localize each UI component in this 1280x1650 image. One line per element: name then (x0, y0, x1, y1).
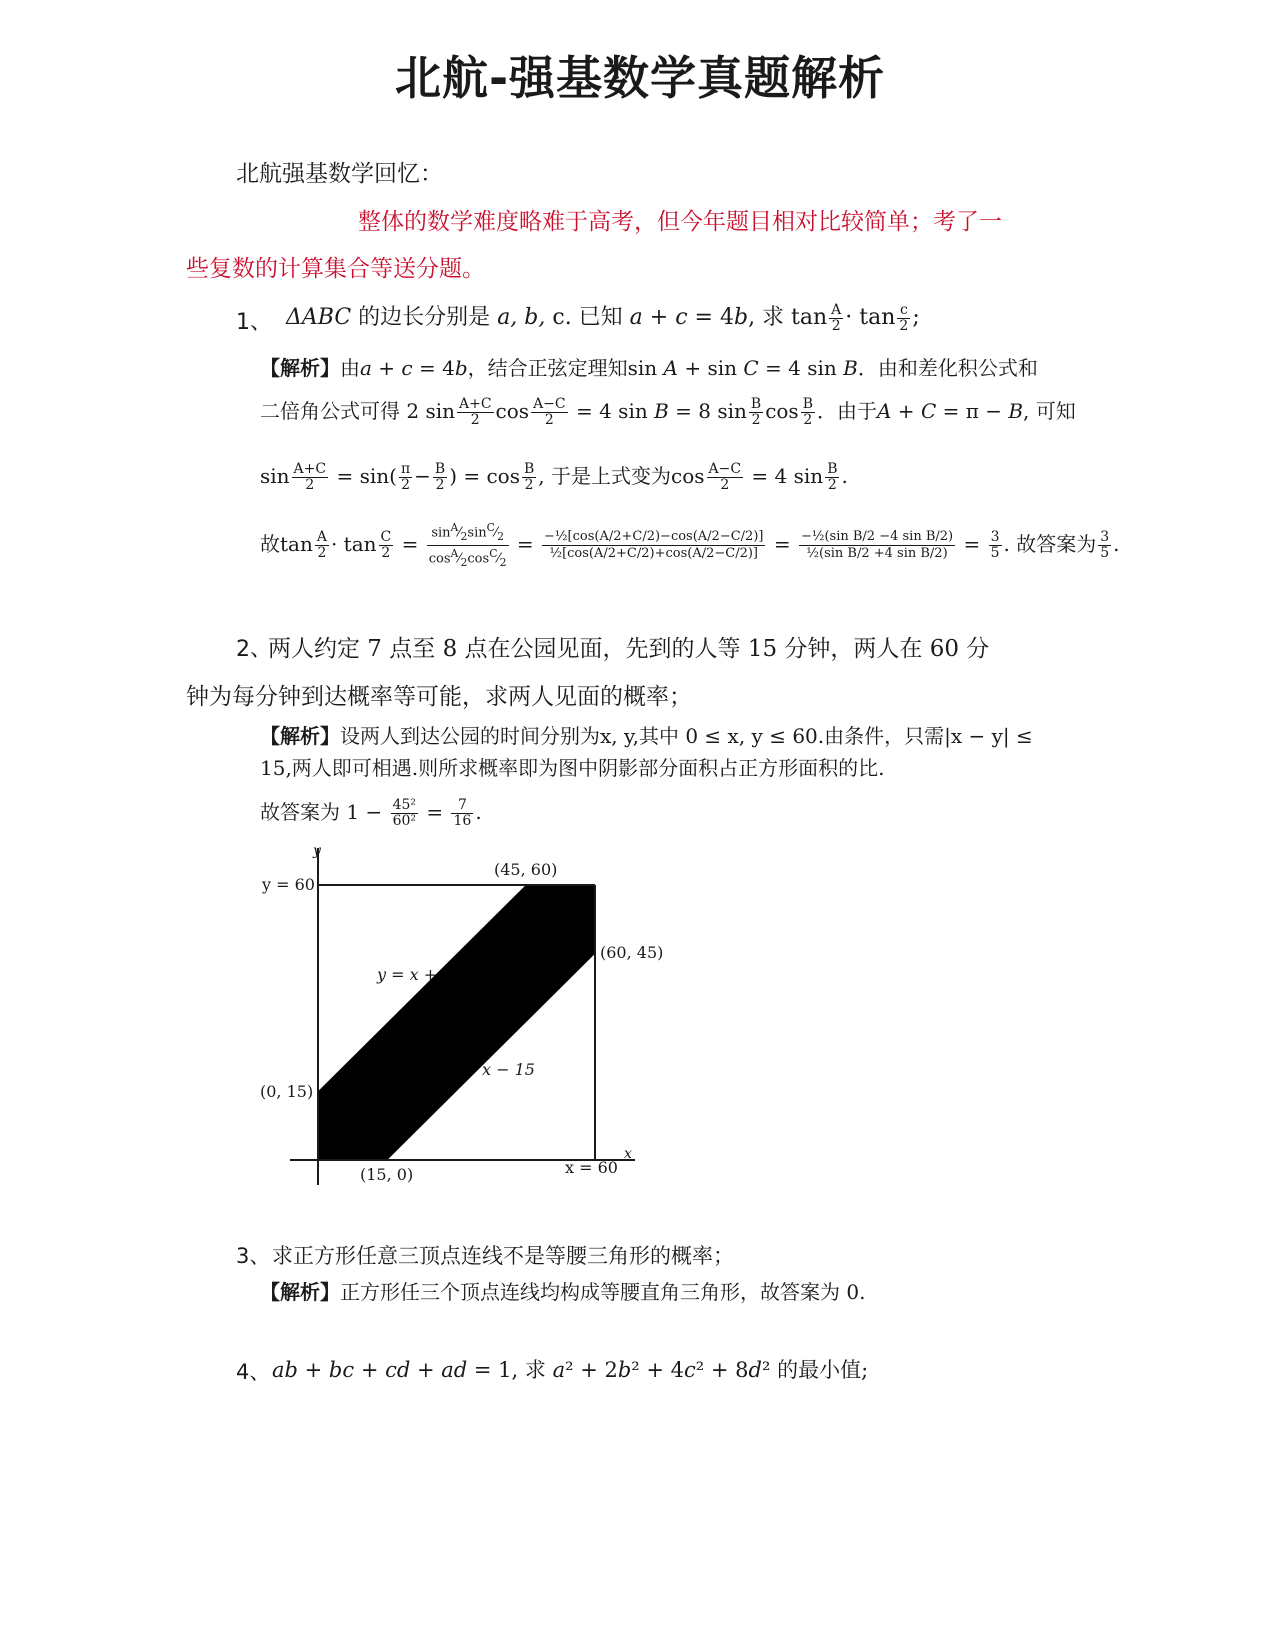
meeting-region (318, 885, 595, 1160)
lower-line-label: x − 15 (482, 1060, 535, 1079)
intro-summary-line1: 整体的数学难度略难于高考，但今年题目相对比较简单；考了一 (358, 209, 1002, 235)
upper-line-label: y = x + (377, 965, 438, 984)
problem-1-solution-line4: 故tan $\frac{A}{2}$ · tan $\frac{C}{2}$ = $\frac{\sin^A⁄_2\sin^C⁄_2}{\cos^A⁄_2\cos^C⁄_2}$ = $\frac{\text{−½[cos(A/2+C/2)−cos(A/2−C/2)]}}{\text{½[cos(A/2+C/2)+cos(A/2−C/2)]}}$ = $\frac{\text{−½(sin B/2 −4 sin B/2)}}{\text{½(sin B/2 +4 sin B/2)}}$ = $\frac{3}{5}$ . 故答案为 $\frac{3}{5}$ . (260, 521, 1120, 569)
problem-3-solution (260, 1276, 865, 1305)
answer-prefix: 故答案为 1 − (260, 800, 383, 824)
problem-4-number: 4、 (236, 1360, 271, 1384)
problem-2-statement-line1: 两人约定 7 点至 8 点在公园见面，先到的人等 15 分钟，两人在 60 分 (268, 636, 990, 662)
y-top-label: y = 60 (262, 875, 315, 894)
x-axis-label: x (624, 1146, 632, 1162)
page-title: 北航-强基数学真题解析 (394, 51, 886, 105)
problem-1-number: 1、 (236, 310, 272, 335)
point-60-45-label: (60, 45) (600, 943, 664, 962)
problem-4-statement: ab + bc + cd + ad = 1, 求 a² + 2b² + 4c² + 8d² 的最小值; (272, 1358, 869, 1382)
x-right-label: x = 60 (565, 1158, 618, 1177)
problem-2-number: 2、 (236, 637, 272, 662)
problem-2-solution-line2: 15,两人即可相遇.则所求概率即为图中阴影部分面积占正方形面积的比. (260, 756, 885, 780)
problem-3-statement: 求正方形任意三顶点连线不是等腰三角形的概率； (272, 1244, 734, 1268)
problem-2-statement-line2: 钟为每分钟到达概率等可能，求两人见面的概率； (186, 684, 692, 710)
problem-2-solution-line1 (260, 720, 1033, 749)
point-0-15-label: (0, 15) (260, 1082, 314, 1101)
solution-tag: 【解析】 (260, 724, 340, 748)
problem-3-solution-text: 正方形任三个顶点连线均构成等腰直角三角形，故答案为 0. (340, 1280, 866, 1304)
problem-3-number: 3、 (236, 1244, 271, 1268)
problem-1-solution-line1: 【解析】由a + c = 4b，结合正弦定理知sin A + sin C = 4 sin B．由和差化积公式和 (260, 356, 1038, 380)
problem-1-solution-line3: sin $\frac{A+C}{2}$ = sin( $\frac{\pi}{2}$ − $\frac{B}{2}$ ) = cos $\frac{B}{2}$ , 于是上式变为cos $\frac{A-C}{2}$ = 4 sin $\frac{B}{2}$ . (260, 461, 848, 493)
problem-1-solution-line2: 二倍角公式可得 2 sin $\frac{A+C}{2}$ cos $\frac{A-C}{2}$ = 4 sin B = 8 sin $\frac{B}{2}$ cos $\frac{B}{2}$ ．由于A + C = π − B, 可知 (260, 396, 1076, 428)
solution-tag: 【解析】 (260, 356, 340, 380)
y-axis-label: y (313, 843, 321, 859)
point-15-0-label: (15, 0) (360, 1165, 414, 1184)
probability-square-diagram (240, 840, 700, 1210)
intro-summary-line2: 些复数的计算集合等送分题。 (186, 256, 485, 282)
solution-tag: 【解析】 (260, 1280, 340, 1304)
problem-2-answer: 故答案为 1 − $\frac{\text{45²}}{\text{60²}}$ = $\frac{7}{16}$ . (260, 797, 482, 829)
problem-1-statement: ΔABC 的边长分别是 a, b, c. 已知 a + c = 4b, 求 tan $\frac{A}{2}$ · tan $\frac{c}{2}$ ; (286, 301, 920, 334)
problem-2-solution-text1: 设两人到达公园的时间分别为x, y,其中 0 ≤ x, y ≤ 60.由条件，只需|x − y| ≤ (340, 724, 1033, 748)
point-45-60-label: (45, 60) (494, 860, 558, 879)
intro-heading: 北航强基数学回忆： (236, 161, 443, 187)
